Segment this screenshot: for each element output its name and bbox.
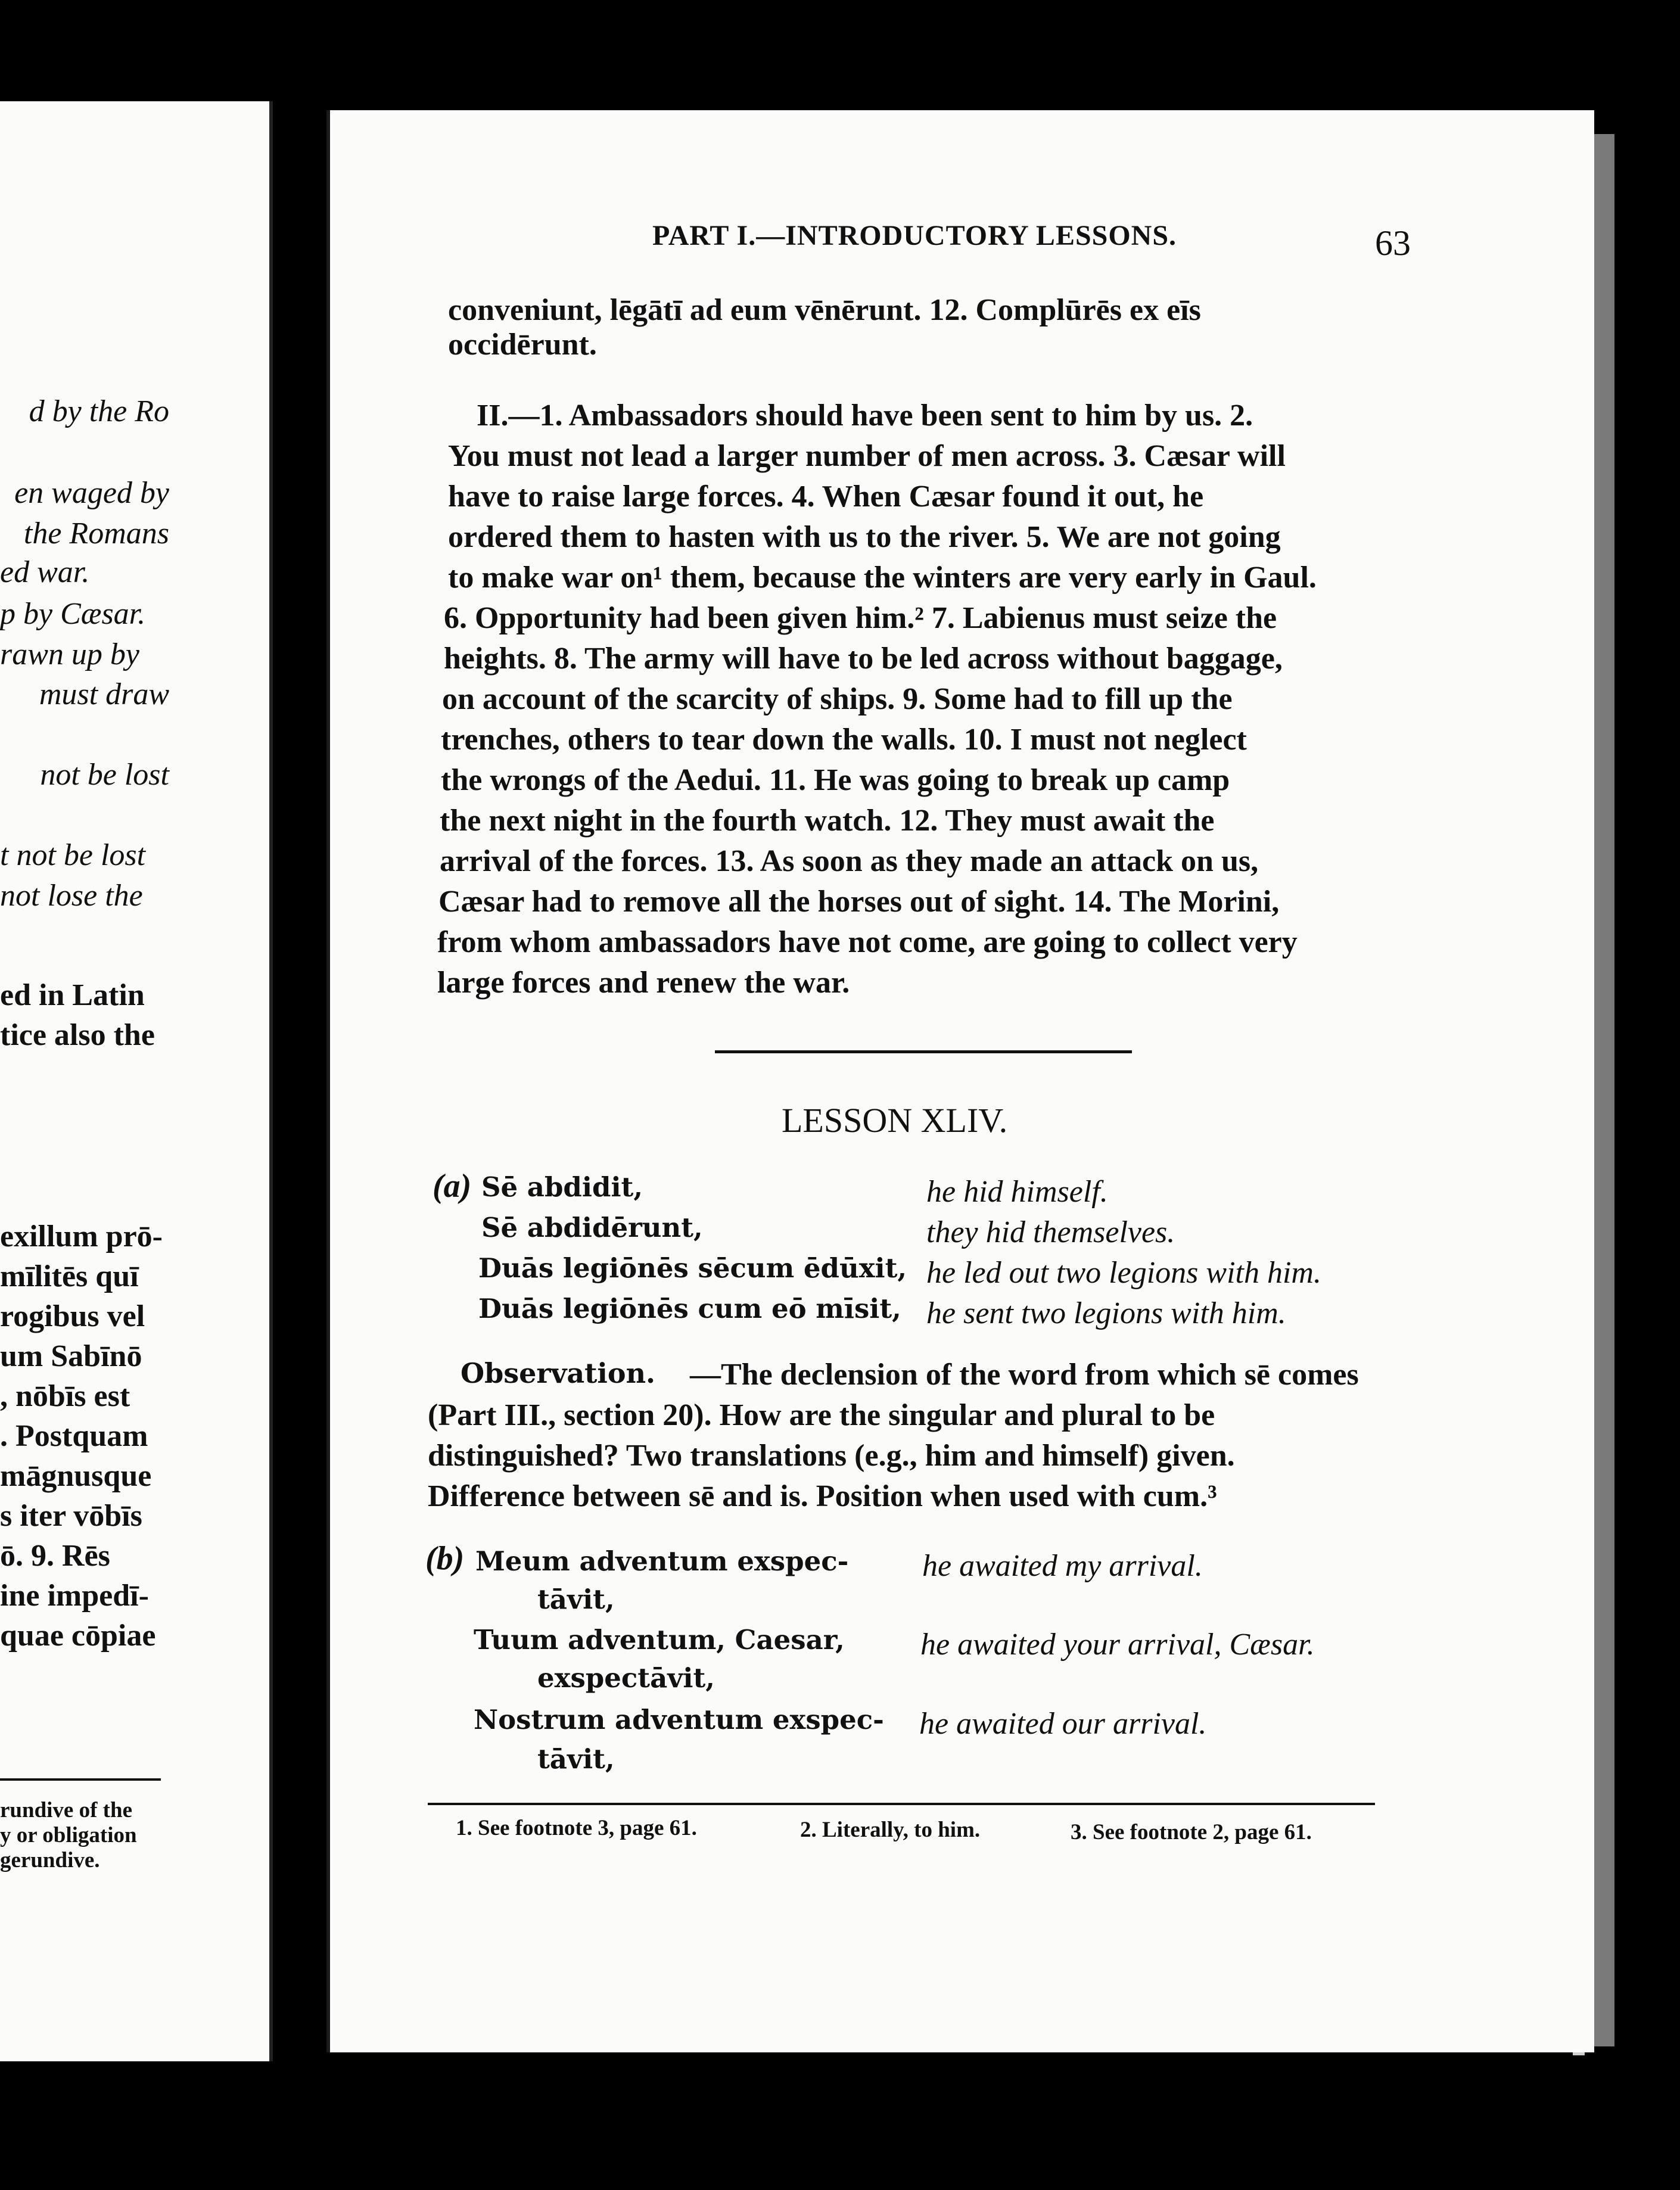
latin-example: Sē abdidērunt, (481, 1212, 703, 1243)
left-text-line: quae cōpiae (0, 1619, 156, 1653)
footnote: 3. See footnote 2, page 61. (1071, 1820, 1312, 1844)
exercise-line: on account of the scarcity of ships. 9. Some had to fill up the (442, 682, 1233, 716)
exercise-line: arrival of the forces. 13. As soon as they made an attack on us, (440, 844, 1259, 878)
left-text-line: ine impedī- (0, 1579, 149, 1613)
left-text-line: tice also the (0, 1018, 155, 1052)
exercise-line: 6. Opportunity had been given him.² 7. Labienus must seize the (444, 601, 1277, 635)
latin-example: Tuum adventum, Caesar, (474, 1624, 845, 1656)
section-label: (a) (433, 1168, 472, 1205)
observation-line: distinguished? Two translations (e.g., him and himself) given. (428, 1439, 1235, 1473)
footnote: 1. See footnote 3, page 61. (456, 1816, 697, 1840)
exercise-line: You must not lead a larger number of men across. 3. Cæsar will (448, 439, 1286, 473)
exercise-line: have to raise large forces. 4. When Cæsar found it out, he (448, 480, 1204, 514)
exercise-line: large forces and renew the war. (437, 966, 850, 1000)
left-text-line: d by the Ro (29, 394, 169, 428)
observation-label: Observation. (461, 1357, 656, 1389)
left-page (0, 101, 273, 2061)
english-translation: he hid himself. (926, 1175, 1108, 1209)
left-text-line: must draw (39, 677, 169, 711)
exercise-line: ordered them to hasten with us to the river. 5. We are not going (448, 520, 1281, 554)
left-text-line: mīlitēs quī (0, 1259, 139, 1293)
left-text-line: p by Cæsar. (0, 597, 146, 631)
left-text-line: not lose the (0, 879, 143, 913)
exercise-line: trenches, others to tear down the walls. 10. I must not neglect (441, 723, 1247, 757)
left-text-line: rogibus vel (0, 1299, 145, 1333)
page-edge (1592, 134, 1614, 2046)
left-text-line: , nōbīs est (0, 1379, 130, 1413)
latin-example: Duās legiōnēs cum eō mīsit, (478, 1293, 901, 1324)
left-text-line: en waged by (14, 476, 169, 510)
left-text-line: um Sabīnō (0, 1339, 142, 1373)
exercise-line: the wrongs of the Aedui. 11. He was going to break up camp (441, 763, 1230, 797)
left-text-line: not be lost (40, 758, 169, 792)
latin-example: tāvit, (537, 1584, 615, 1615)
english-translation: they hid themselves. (926, 1215, 1175, 1249)
running-title: PART I.—INTRODUCTORY LESSONS. (652, 220, 1177, 251)
observation-line: —The declension of the word from which sē comes (690, 1358, 1359, 1392)
section-label: (b) (425, 1540, 465, 1577)
left-text-line: ed war. (0, 555, 90, 589)
text-line: occidērunt. (448, 328, 597, 362)
latin-example: Nostrum adventum exspec- (474, 1704, 884, 1735)
latin-example: Meum adventum exspec- (475, 1545, 849, 1577)
left-footnote-line: rundive of the (0, 1798, 132, 1822)
left-text-line: māgnusque (0, 1459, 152, 1493)
english-translation: he awaited our arrival. (919, 1707, 1207, 1741)
left-text-line: exillum prō- (0, 1220, 163, 1253)
english-translation: he awaited my arrival. (922, 1549, 1203, 1583)
left-text-line: s iter vōbīs (0, 1499, 142, 1533)
footnote-rule (0, 1778, 161, 1781)
left-footnote-line: gerundive. (0, 1848, 100, 1872)
left-text-line: the Romans (23, 517, 169, 550)
left-text-line: ed in Latin (0, 978, 145, 1012)
left-text-line: t not be lost (0, 838, 146, 872)
exercise-line: II.—1. Ambassadors should have been sent to him by us. 2. (477, 399, 1253, 433)
section-rule (715, 1050, 1132, 1053)
english-translation: he sent two legions with him. (926, 1296, 1286, 1330)
left-text-line: . Postquam (0, 1419, 148, 1453)
latin-example: Sē abdidit, (481, 1171, 643, 1203)
english-translation: he awaited your arrival, Cæsar. (920, 1628, 1315, 1662)
exercise-line: the next night in the fourth watch. 12. They must await the (440, 804, 1215, 838)
text-line: conveniunt, lēgātī ad eum vēnērunt. 12. Complūrēs ex eīs (448, 293, 1201, 327)
left-footnote-line: y or obligation (0, 1823, 137, 1847)
footnote-rule (428, 1803, 1375, 1805)
left-text-line: rawn up by (0, 637, 139, 671)
latin-example: tāvit, (537, 1743, 615, 1775)
observation-line: Difference between sē and is. Position when used with cum.³ (428, 1479, 1217, 1513)
latin-example: exspectāvit, (537, 1662, 715, 1694)
latin-example: Duās legiōnēs sēcum ēdūxit, (478, 1252, 907, 1284)
page-number: 63 (1375, 223, 1411, 263)
observation-line: (Part III., section 20). How are the singular and plural to be (428, 1398, 1215, 1432)
exercise-line: Cæsar had to remove all the horses out of sight. 14. The Morini, (438, 885, 1280, 919)
english-translation: he led out two legions with him. (926, 1256, 1321, 1290)
exercise-line: from whom ambassadors have not come, are going to collect very (437, 925, 1298, 959)
exercise-line: heights. 8. The army will have to be led across without baggage, (444, 642, 1283, 676)
lesson-title: LESSON XLIV. (782, 1101, 1008, 1140)
left-text-line: ō. 9. Rēs (0, 1539, 110, 1573)
footnote: 2. Literally, to him. (800, 1818, 981, 1842)
exercise-line: to make war on¹ them, because the winters are very early in Gaul. (448, 561, 1317, 595)
